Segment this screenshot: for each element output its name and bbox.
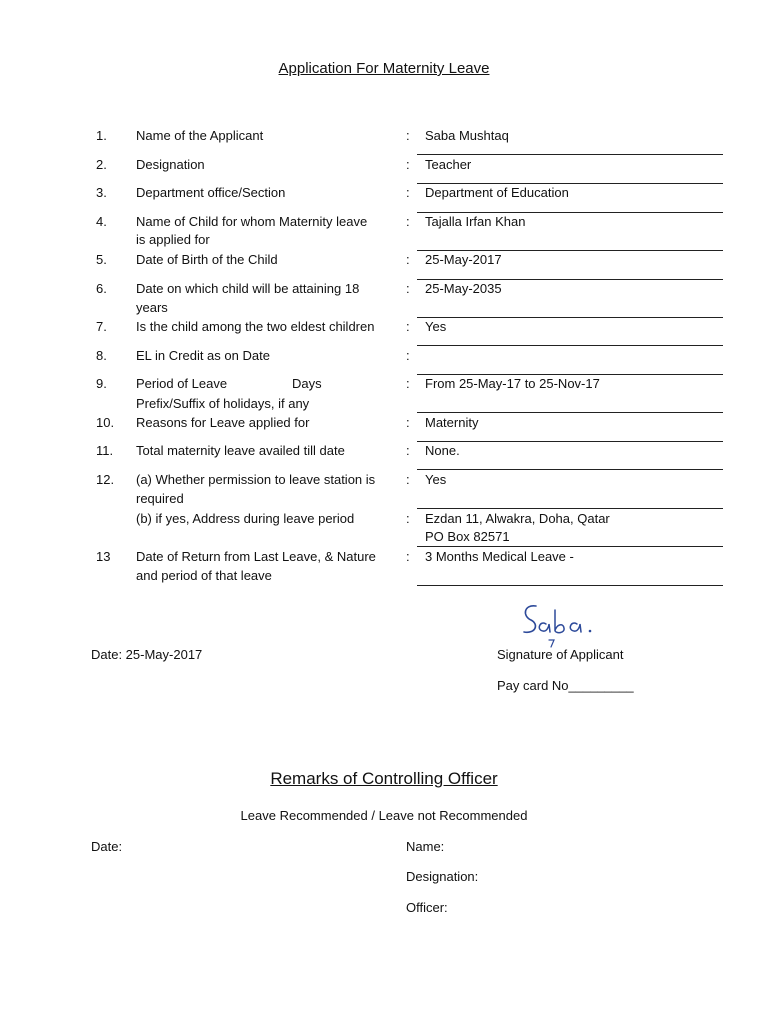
row-label-continued: required xyxy=(136,491,184,506)
row-colon: : xyxy=(406,281,410,296)
row-label: Total maternity leave availed till date xyxy=(136,443,345,458)
row-label: Period of Leave xyxy=(136,376,228,391)
row-number: 7. xyxy=(96,319,107,334)
leave-reason-value: Maternity xyxy=(425,415,479,430)
row-colon: : xyxy=(406,252,410,267)
row-number: 2. xyxy=(96,157,107,172)
field-underline xyxy=(417,441,723,442)
application-date: Date: 25-May-2017 xyxy=(91,647,203,662)
field-underline xyxy=(417,585,723,586)
remarks-title: Remarks of Controlling Officer xyxy=(270,769,498,788)
row-label: Date of Return from Last Leave, & Nature xyxy=(136,549,376,564)
address-value-line2: PO Box 82571 xyxy=(425,529,510,544)
last-leave-value: 3 Months Medical Leave - xyxy=(425,549,574,564)
field-underline xyxy=(417,469,723,470)
leave-period-value: From 25-May-17 to 25-Nov-17 xyxy=(425,376,600,391)
row-colon: : xyxy=(406,214,410,229)
row-label: Is the child among the two eldest children xyxy=(136,319,375,334)
row-number: 10. xyxy=(96,415,115,430)
row-colon: : xyxy=(406,348,410,363)
row-label: Designation xyxy=(136,157,205,172)
row-number: 6. xyxy=(96,281,107,296)
field-underline xyxy=(417,412,723,413)
row-label: Name of the Applicant xyxy=(136,128,264,143)
field-underline xyxy=(417,345,723,346)
row-label: Date on which child will be attaining 18 xyxy=(136,281,360,296)
field-underline xyxy=(417,546,723,547)
row-label: (b) if yes, Address during leave period xyxy=(136,511,355,526)
row-number: 1. xyxy=(96,128,107,143)
officer-label: Officer: xyxy=(406,900,448,915)
child-18-date-value: 25-May-2035 xyxy=(425,281,502,296)
officer-designation-label: Designation: xyxy=(406,869,479,884)
recommendation-text: Leave Recommended / Leave not Recommended xyxy=(240,808,528,823)
row-label: EL in Credit as on Date xyxy=(136,348,270,363)
station-permission-value: Yes xyxy=(425,472,447,487)
row-colon: : xyxy=(406,549,410,564)
officer-date-label: Date: xyxy=(91,839,123,854)
row-label-continued: Prefix/Suffix of holidays, if any xyxy=(136,396,310,411)
row-number: 11. xyxy=(96,443,114,458)
field-underline xyxy=(417,317,723,318)
field-underline xyxy=(417,154,723,155)
row-colon: : xyxy=(406,443,410,458)
row-number: 13 xyxy=(96,549,111,564)
row-label-days: Days xyxy=(292,376,322,391)
signature-label: Signature of Applicant xyxy=(497,647,624,662)
row-label: Reasons for Leave applied for xyxy=(136,415,310,430)
row-colon: : xyxy=(406,185,410,200)
designation-value: Teacher xyxy=(425,157,472,172)
row-colon: : xyxy=(406,319,410,334)
row-number: 12. xyxy=(96,472,115,487)
pay-card-label: Pay card No_________ xyxy=(497,678,634,693)
address-value-line1: Ezdan 11, Alwakra, Doha, Qatar xyxy=(425,511,610,526)
row-number: 8. xyxy=(96,348,107,363)
row-label: Name of Child for whom Maternity leave xyxy=(136,214,368,229)
officer-name-label: Name: xyxy=(406,839,445,854)
total-leave-value: None. xyxy=(425,443,460,458)
row-label-continued: and period of that leave xyxy=(136,568,272,583)
field-underline xyxy=(417,508,723,509)
row-number: 3. xyxy=(96,185,107,200)
child-name-value: Tajalla Irfan Khan xyxy=(425,214,526,229)
row-colon: : xyxy=(406,415,410,430)
form-title: Application For Maternity Leave xyxy=(278,60,490,77)
row-number: 4. xyxy=(96,214,107,229)
applicant-name-value: Saba Mushtaq xyxy=(425,128,509,143)
child-dob-value: 25-May-2017 xyxy=(425,252,502,267)
row-label: Date of Birth of the Child xyxy=(136,252,278,267)
eldest-children-value: Yes xyxy=(425,319,447,334)
row-colon: : xyxy=(406,376,410,391)
row-label: Department office/Section xyxy=(136,185,286,200)
row-colon: : xyxy=(406,472,410,487)
row-label-continued: years xyxy=(136,300,168,315)
department-value: Department of Education xyxy=(425,185,569,200)
row-colon: : xyxy=(406,157,410,172)
row-number: 5. xyxy=(96,252,107,267)
row-label: (a) Whether permission to leave station is xyxy=(136,472,376,487)
row-number: 9. xyxy=(96,376,107,391)
row-colon: : xyxy=(406,128,410,143)
row-colon: : xyxy=(406,511,410,526)
row-label-continued: is applied for xyxy=(136,232,210,247)
